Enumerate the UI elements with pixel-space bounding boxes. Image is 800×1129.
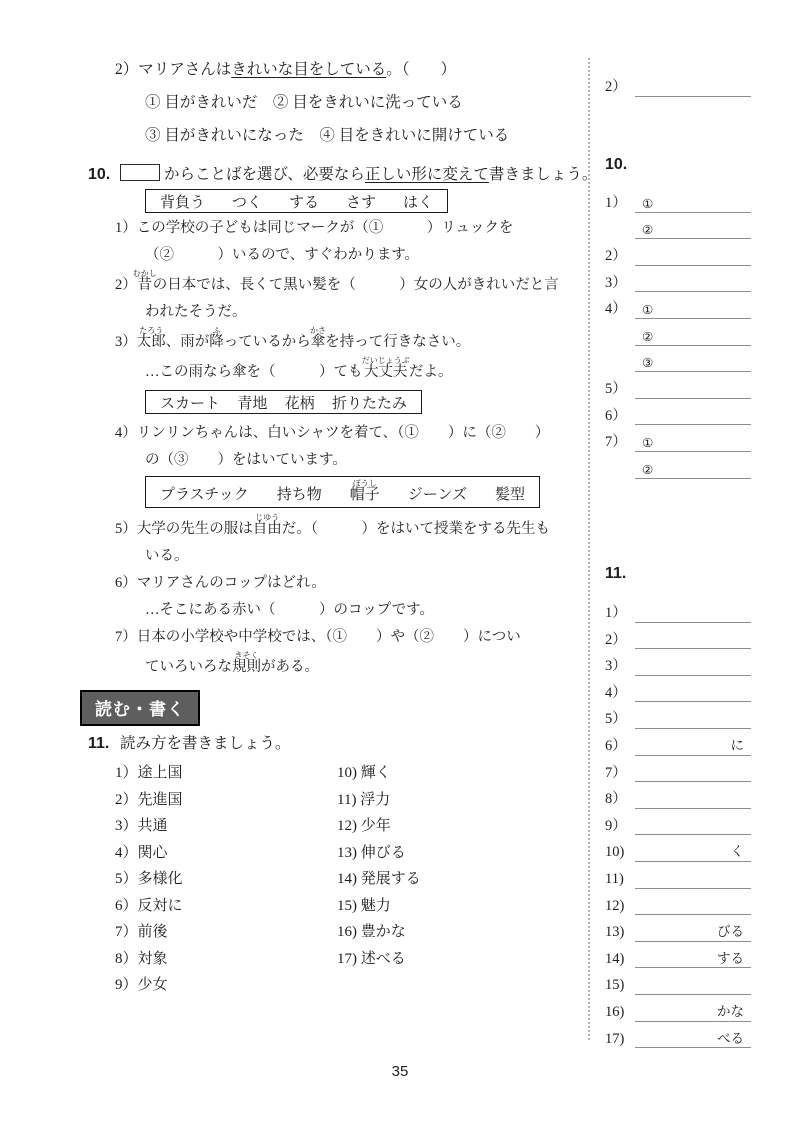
answer-suffix: びる	[717, 924, 744, 940]
word-option: 青地	[237, 395, 268, 412]
question-11-header	[88, 733, 291, 755]
question-10-header	[88, 163, 597, 187]
answer-section-number: 10.	[605, 156, 628, 173]
vocab-item: 4）関心	[115, 844, 168, 861]
answer-row-label	[605, 370, 635, 372]
answer-line	[635, 709, 751, 729]
exercise-line: 3）太郎たろう、雨が降ふっているから傘かさを持って行きなさい。	[115, 326, 471, 350]
answer-line	[635, 299, 751, 319]
vocab-item: 17) 述べる	[337, 950, 406, 967]
circled-number: ②	[642, 328, 654, 344]
answer-row-label: 6）	[605, 407, 627, 424]
answer-row	[605, 889, 751, 916]
exercise-line: 7）日本の小学校や中学校では、（① ）や（② ）につい	[115, 629, 521, 645]
answer-row-label: 3）	[605, 274, 627, 291]
ruby-annotated-word: 規則きそく	[232, 651, 261, 675]
answer-row	[605, 782, 751, 809]
answer-row	[605, 942, 751, 969]
word-option: する	[288, 194, 319, 211]
answer-row-label: 17)	[605, 1030, 625, 1047]
word-option: 持ち物	[276, 487, 322, 503]
answer-row-label: 1）	[605, 605, 627, 622]
vocab-item: 1）途上国	[115, 765, 183, 781]
vocab-item: 16) 豊かな	[337, 924, 406, 940]
answer-row-label: 5）	[605, 381, 627, 398]
answer-row-label	[605, 477, 635, 479]
answer-row-label: 11)	[605, 871, 624, 888]
exercise-line: の（③ ）をはいています。	[145, 452, 347, 468]
answer-row-label: 7）	[605, 764, 627, 781]
circled-number: ②	[642, 461, 654, 477]
answer-row-label	[605, 344, 635, 346]
answer-row-label: 6）	[605, 738, 627, 755]
vocab-item: 9）少女	[115, 977, 168, 993]
answer-line	[635, 193, 751, 213]
answer-row	[605, 292, 751, 319]
answer-row	[605, 186, 751, 213]
answer-row-label: 2）	[605, 79, 627, 96]
ruby-annotated-word: 自由じゆう	[252, 513, 282, 537]
exercise-line: 6）マリアさんのコップはどれ。	[115, 575, 326, 591]
word-option: 背負う	[160, 194, 206, 211]
answer-row	[605, 729, 751, 756]
answer-row-label: 4）	[605, 684, 627, 701]
answer-line	[635, 842, 751, 862]
exercise-line: …この雨なら傘を（ ）ても大丈夫だいじょうぶだよ。	[145, 356, 453, 380]
choice-line: ① 目がきれいだ ② 目をきれいに洗っている	[145, 94, 463, 111]
question-11-list	[115, 760, 585, 993]
answer-row-label: 3）	[605, 658, 627, 675]
answer-row	[605, 346, 751, 373]
exercise-item	[115, 215, 588, 269]
vocab-item: 2）先進国	[115, 791, 183, 808]
answer-row	[605, 319, 751, 346]
word-option: 折りたたみ	[331, 395, 407, 412]
answer-line	[635, 656, 751, 676]
answer-row-label: 16)	[605, 1004, 625, 1020]
answer-line	[635, 77, 751, 97]
answer-line	[635, 459, 751, 479]
answer-line	[635, 895, 751, 915]
answer-row-label: 4）	[605, 301, 627, 318]
item-group-c	[115, 513, 588, 681]
answer-row	[605, 835, 751, 862]
answer-line	[635, 432, 751, 452]
answer-q9	[605, 70, 751, 97]
answer-line	[635, 736, 751, 756]
answer-line	[635, 405, 751, 425]
answer-row	[605, 239, 751, 266]
answer-line	[635, 629, 751, 649]
answer-row	[605, 425, 751, 452]
vocab-item: 10) 輝く	[337, 765, 391, 781]
circled-number: ③	[642, 355, 654, 371]
answer-row	[605, 266, 751, 293]
exercise-line: 5）大学の先生の服は自由じゆうだ。（ ）をはいて授業をする先生も	[115, 513, 550, 537]
question-number: 11.	[88, 735, 110, 752]
exercise-line: ていろいろな規則きそくがある。	[145, 651, 319, 675]
answer-line	[635, 326, 751, 346]
answer-row	[605, 862, 751, 889]
circled-number: ①	[642, 302, 654, 318]
answer-line	[635, 789, 751, 809]
answer-rows-q10	[605, 186, 751, 479]
answer-row-label: 9）	[605, 817, 627, 834]
answer-row-label: 14)	[605, 950, 625, 967]
exercise-line: （② ）いるので、すぐわかります。	[145, 247, 420, 263]
question-10-items	[115, 215, 588, 681]
vocab-item: 5）多様化	[115, 871, 183, 887]
vocab-item: 7）前後	[115, 924, 168, 940]
word-box-3	[145, 476, 540, 508]
answer-line	[635, 922, 751, 942]
column-divider	[588, 58, 590, 1040]
answer-row	[605, 70, 751, 97]
word-option: はく	[402, 194, 433, 211]
answer-suffix: べる	[717, 1030, 744, 1046]
answer-rows-q11	[605, 596, 751, 1048]
answer-row	[605, 452, 751, 479]
ruby-annotated-word: 昔むかし	[132, 269, 157, 293]
answer-suffix: する	[717, 950, 744, 966]
exercise-item	[115, 624, 588, 681]
exercise-item	[115, 326, 588, 386]
ruby-annotated-word: 帽子ぼうし	[349, 479, 380, 503]
answer-row	[605, 968, 751, 995]
answer-row-label: 8）	[605, 791, 627, 808]
answer-row-label: 2）	[605, 631, 627, 648]
underlined-text: きれいな目をしている	[231, 61, 387, 78]
answer-row-label: 1）	[605, 195, 627, 212]
answer-suffix: かな	[717, 1003, 744, 1019]
exercise-item	[115, 420, 588, 474]
answer-row	[605, 756, 751, 783]
answer-row-label: 15)	[605, 977, 625, 994]
answer-row-label: 10)	[605, 844, 625, 861]
vocab-item: 13) 伸びる	[337, 844, 406, 861]
answer-row-label	[605, 237, 635, 239]
vocab-item: 15) 魅力	[337, 897, 391, 914]
ruby-annotated-word: 降ふ	[209, 326, 224, 350]
exercise-line: 2）昔むかしの日本では、長くて黒い髪を（ ）女の人がきれいだと言	[115, 269, 559, 293]
exercise-line: 4）リンリンちゃんは、白いシャツを着て、（① ）に（② ）	[115, 425, 550, 441]
answer-line	[635, 246, 751, 266]
answer-row-label: 7）	[605, 434, 627, 451]
answer-line	[635, 1002, 751, 1022]
answer-row	[605, 213, 751, 240]
vocab-item: 11) 浮力	[337, 791, 391, 808]
answer-suffix: に	[730, 738, 744, 754]
answer-row	[605, 809, 751, 836]
answer-row	[605, 596, 751, 623]
circled-number: ①	[642, 435, 654, 451]
answer-line	[635, 975, 751, 995]
ruby-annotated-word: 大丈夫だいじょうぶ	[361, 356, 410, 380]
answer-line	[635, 682, 751, 702]
word-box-2	[145, 390, 422, 414]
word-option: 花柄	[284, 395, 315, 412]
answer-line	[635, 219, 751, 239]
answer-line	[635, 815, 751, 835]
answer-row	[605, 649, 751, 676]
word-option: プラスチック	[160, 487, 249, 503]
section-header-badge: 読む・書く	[80, 690, 200, 726]
vocab-item: 14) 発展する	[337, 871, 421, 887]
question-instruction: からことばを選び、必要なら正しい形に変えて書きましょう。	[120, 163, 597, 187]
underlined-text: 正しい形に変えて	[364, 166, 489, 183]
vocab-item: 3）共通	[115, 818, 168, 834]
answer-row	[605, 702, 751, 729]
item-group-b	[115, 420, 588, 474]
answer-line	[635, 869, 751, 889]
word-option: さす	[345, 194, 376, 211]
answer-row-label: 12)	[605, 897, 625, 914]
exercise-item	[115, 269, 588, 326]
answer-row	[605, 915, 751, 942]
question-number: 10.	[88, 166, 111, 183]
word-option: スカート	[160, 395, 221, 412]
answer-suffix: く	[730, 844, 744, 860]
exercise-line: 1）この学校の子どもは同じマークが（① ）リュックを	[115, 220, 514, 236]
question-9-item-2	[115, 53, 509, 152]
word-option: ジーンズ	[407, 487, 468, 503]
answer-row	[605, 399, 751, 426]
answer-row	[605, 676, 751, 703]
vocab-column-1	[115, 760, 183, 999]
answer-row	[605, 995, 751, 1022]
choice-line: ③ 目がきれいになった ④ 目をきれいに開けている	[145, 127, 510, 144]
circled-number: ②	[642, 222, 654, 238]
ruby-annotated-word: 太郎たろう	[136, 326, 166, 350]
exercise-line: われたそうだ。	[145, 304, 247, 320]
answer-line	[635, 948, 751, 968]
exercise-item	[115, 513, 588, 570]
vocab-item: 12) 少年	[337, 818, 391, 834]
word-box-1	[145, 189, 448, 213]
exercise-line: 2）マリアさんはきれいな目をしている。（ ）	[115, 61, 457, 78]
answer-line	[635, 762, 751, 782]
vocab-item: 6）反対に	[115, 897, 183, 914]
word-option: 髪型	[494, 487, 525, 503]
ruby-annotated-word: 傘かさ	[310, 326, 326, 350]
answer-row-label: 2）	[605, 248, 627, 265]
question-instruction: 読み方を書きましょう。	[120, 735, 291, 752]
answer-line	[635, 272, 751, 292]
page-number: 35	[391, 1063, 409, 1080]
answer-line	[635, 352, 751, 372]
circled-number: ①	[642, 195, 654, 211]
blank-word-box-icon	[120, 164, 160, 181]
answer-row-label: 5）	[605, 711, 627, 728]
answer-row	[605, 623, 751, 650]
answer-row	[605, 372, 751, 399]
answer-line	[635, 379, 751, 399]
vocab-column-2	[337, 760, 421, 972]
exercise-line: …そこにある赤い（ ）のコップです。	[145, 602, 434, 618]
word-option: つく	[231, 194, 262, 211]
vocab-item: 8）対象	[115, 950, 168, 967]
exercise-item	[115, 570, 588, 624]
word-option	[350, 479, 380, 504]
exercise-line: いる。	[145, 548, 189, 564]
item-group-a	[115, 215, 588, 386]
answer-row	[605, 1022, 751, 1049]
answer-row-label: 13)	[605, 924, 625, 941]
answer-line	[635, 603, 751, 623]
answer-section-number: 11.	[605, 565, 627, 582]
answer-line	[635, 1028, 751, 1048]
